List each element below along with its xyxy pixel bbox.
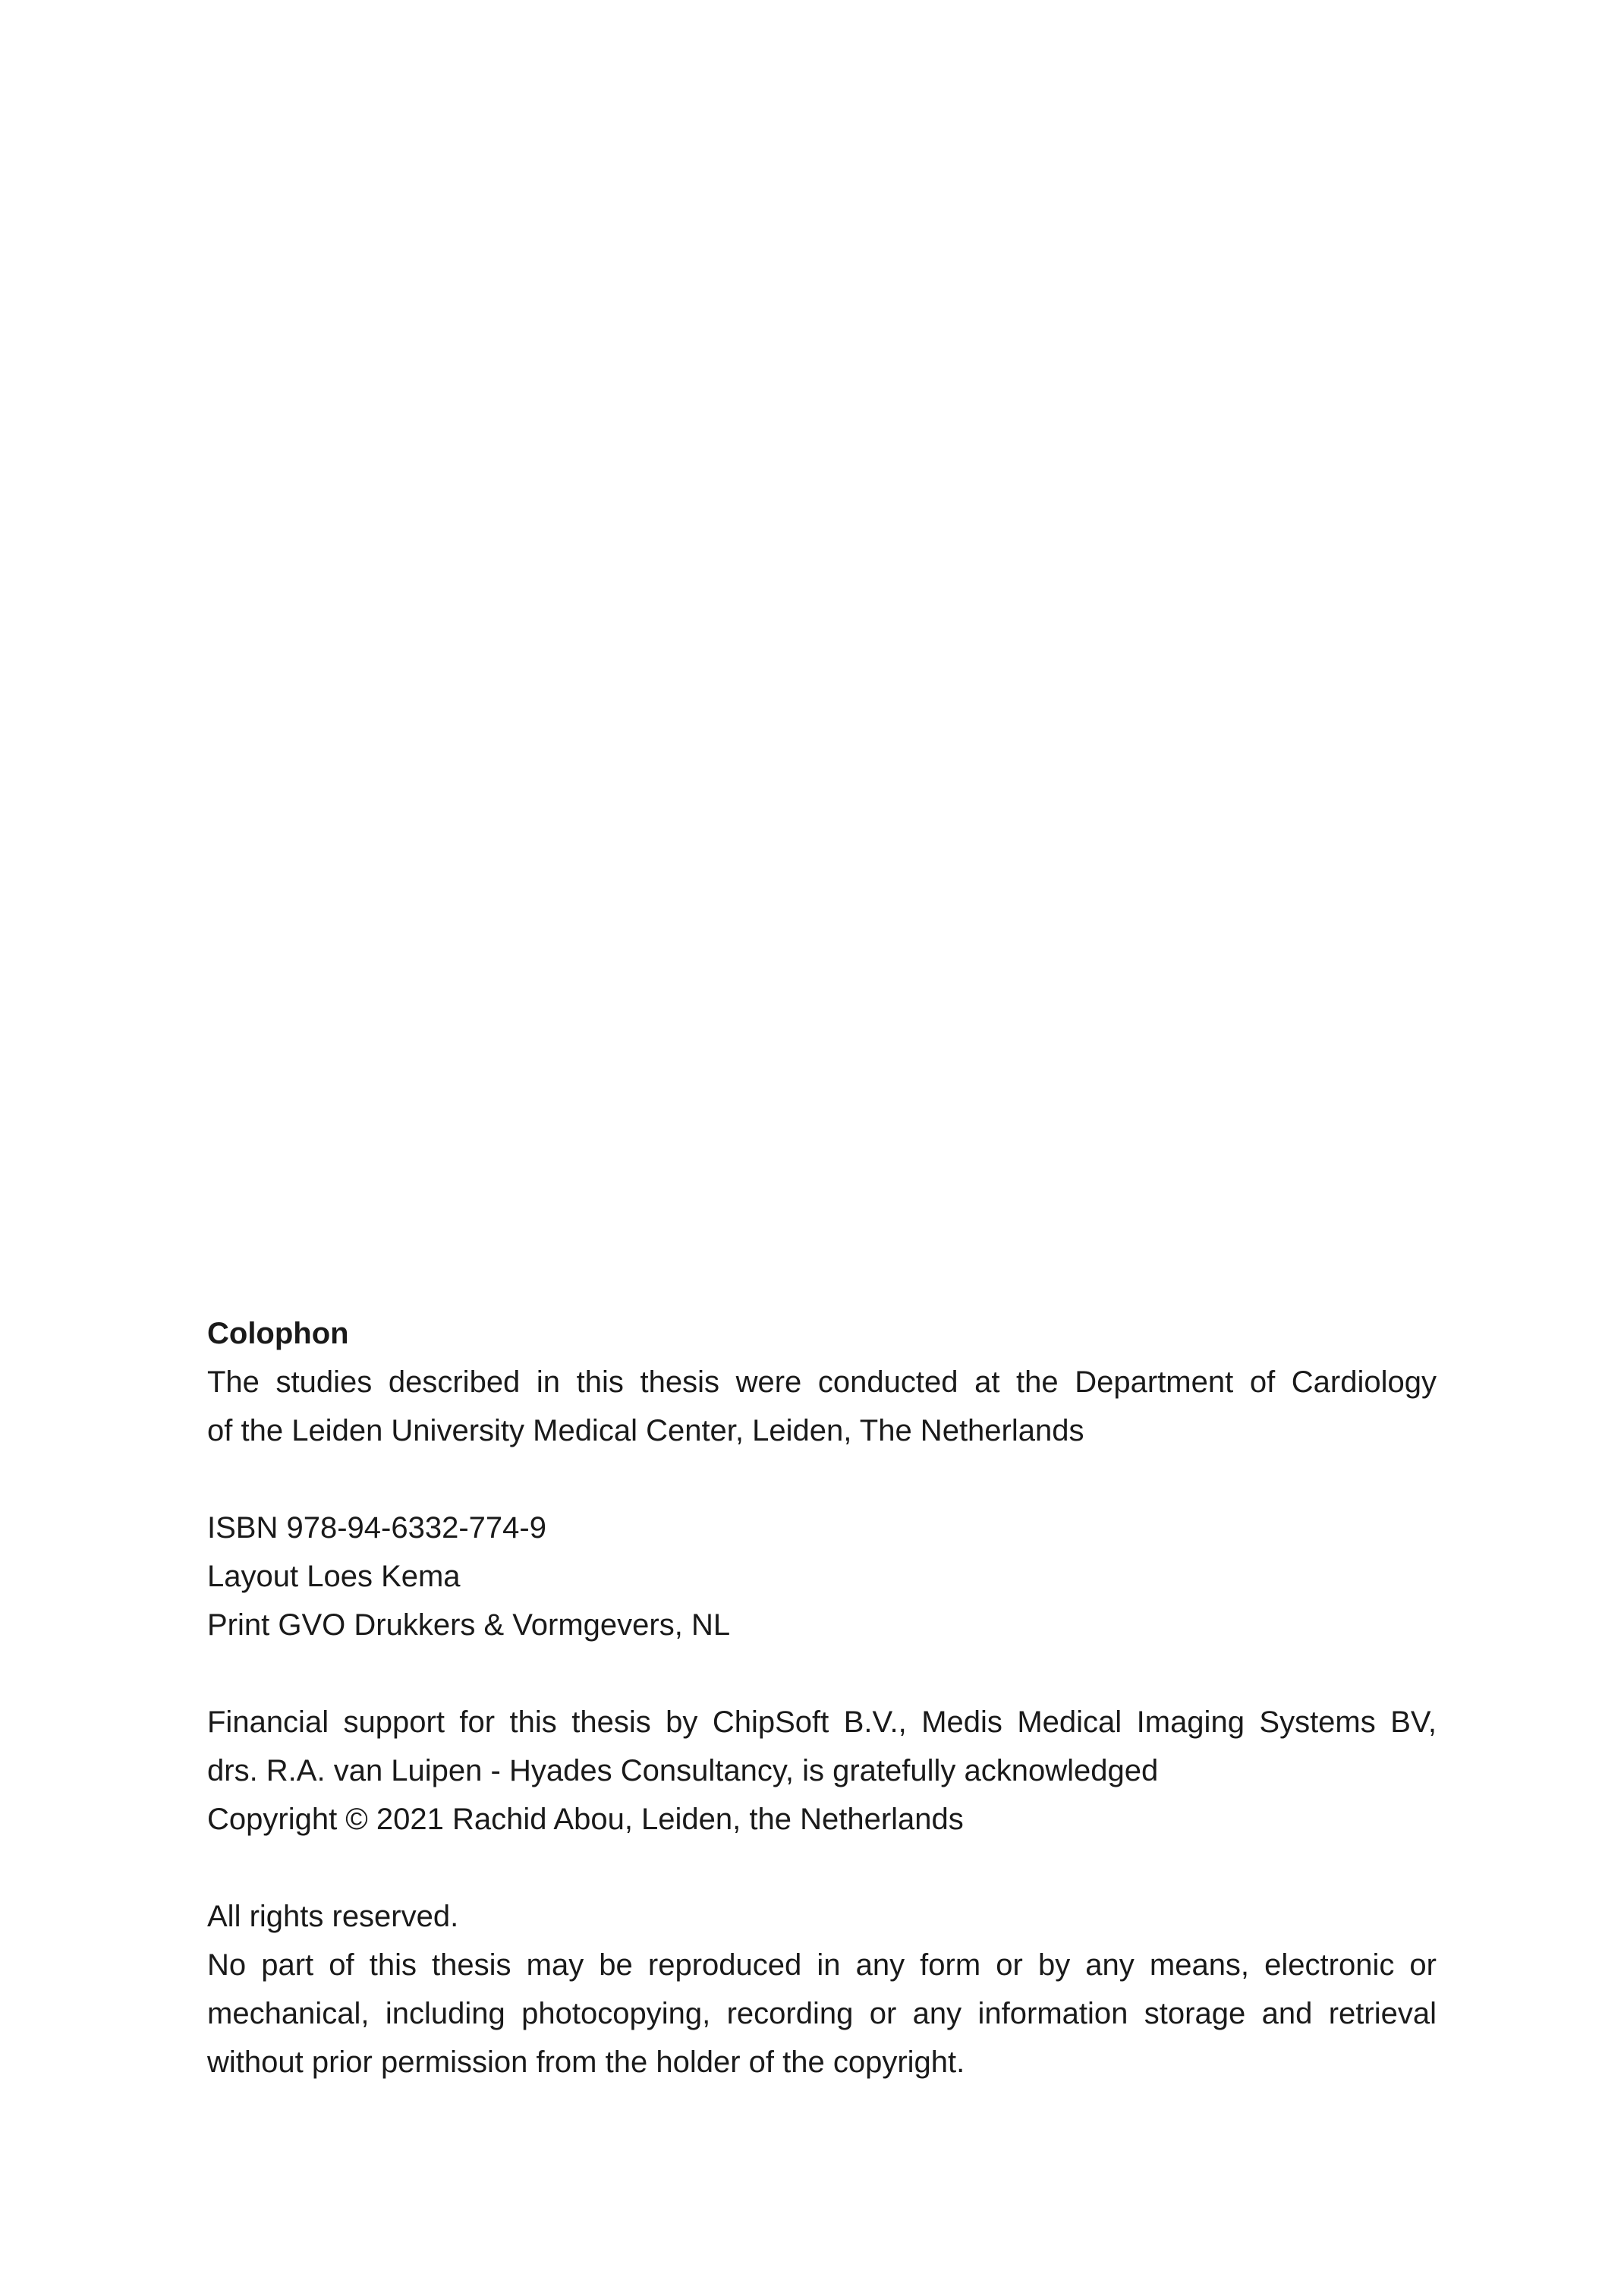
- layout-line: Layout Loes Kema: [207, 1560, 461, 1593]
- spacer: [207, 1649, 1437, 1698]
- print-line: Print GVO Drukkers & Vormgevers, NL: [207, 1608, 731, 1642]
- studies-line-2: of the Leiden University Medical Center, Leiden, The Netherlands: [207, 1414, 1084, 1447]
- spacer: [207, 1455, 1437, 1504]
- financial-line-1: Financial support for this thesis by ChipSoft B.V., Medis Medical Imaging Systems BV,: [207, 1705, 1437, 1739]
- permission-line-1: No part of this thesis may be reproduced in any form or by any means, electronic or: [207, 1948, 1437, 1982]
- permission-line-3: without prior permission from the holder of the copyright.: [207, 2046, 965, 2079]
- rights-line: All rights reserved.: [207, 1900, 459, 1933]
- permission-line-2: mechanical, including photocopying, recording or any information storage and retrieval: [207, 1997, 1437, 2030]
- studies-line-1: The studies described in this thesis were conducted at the Department of Cardiology: [207, 1365, 1437, 1399]
- spacer: [207, 1844, 1437, 1892]
- isbn-line: ISBN 978-94-6332-774-9: [207, 1511, 546, 1545]
- colophon-block: [207, 1309, 1437, 2086]
- financial-line-2: drs. R.A. van Luipen - Hyades Consultancy, is gratefully acknowledged: [207, 1754, 1159, 1787]
- copyright-line: Copyright © 2021 Rachid Abou, Leiden, the Netherlands: [207, 1803, 964, 1836]
- colophon-title: Colophon: [207, 1317, 349, 1350]
